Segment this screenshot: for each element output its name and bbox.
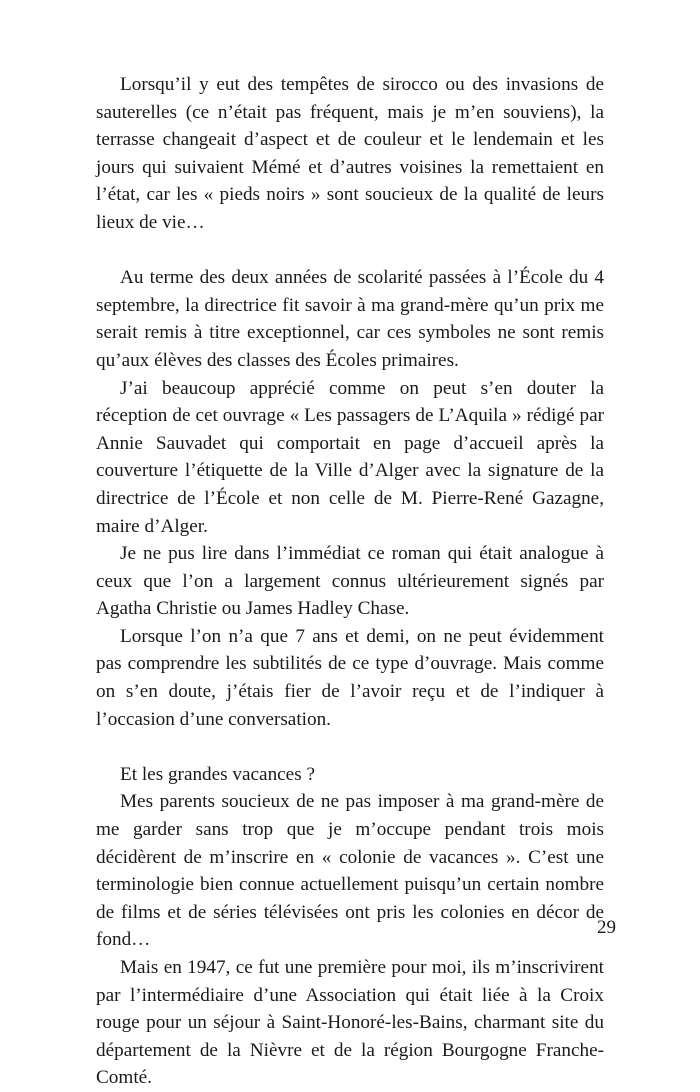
paragraph-school-prize: Au terme des deux années de scolarité passées à l’École du 4 septembre, la directrice fit savoir à ma grand-mère qu’un prix me serait remis à titre exceptionnel, car ces symboles ne sont remis qu’aux élèves des classes des Écoles primaires. (96, 267, 604, 371)
paragraph-sirocco: Lorsqu’il y eut des tempêtes de sirocco ou des invasions de sauterelles (ce n’était pas fréquent, mais je m’en souviens), la terrasse changeait d’aspect et de couleur et le lendemain et les jours qui suivaient Mémé et d’autres voisines la remettaient en l’état, car les « pieds noirs » sont soucieux de la qualité de leurs lieux de vie… (96, 74, 604, 233)
paragraph-holidays-question: Et les grandes vacances ? (120, 763, 315, 785)
body-text (96, 71, 604, 1092)
paragraph-age: Lorsque l’on n’a que 7 ans et demi, on ne peut évidemment pas comprendre les subtilités de ce type d’ouvrage. Mais comme on s’en doute, j’étais fier de l’avoir reçu et de l’indiquer à l’occasion d’une conversation. (96, 625, 604, 730)
section-break (96, 237, 604, 265)
page-number: 29 (597, 917, 616, 938)
section-break (96, 733, 604, 761)
paragraph-colonie: Mes parents soucieux de ne pas imposer à ma grand-mère de me garder sans trop que je m’occupe pendant trois mois décidèrent de m’inscrire en « colonie de vacances ». C’est une terminologie bien connue actuellement puisqu’un certain nombre de films et de séries télévisées ont pris les colonies en décor de fond… (96, 791, 604, 951)
paragraph-novel: Je ne pus lire dans l’immédiat ce roman qui était analogue à ceux que l’on a largement connus ultérieurement signés par Agatha Christie ou James Hadley Chase. (96, 543, 604, 620)
paragraph-1947: Mais en 1947, ce fut une première pour moi, ils m’inscrivirent par l’intermédiaire d’une Association qui était liée à la Croix rouge pour un séjour à Saint-Honoré-les-Bains, charmant site du département de la Nièvre et de la région Bourgogne Franche-Comté. (96, 957, 604, 1089)
paragraph-book-reception: J’ai beaucoup apprécié comme on peut s’en douter la réception de cet ouvrage « Les passagers de L’Aquila » rédigé par Annie Sauvadet qui comportait en page d’accueil après la couverture l’étiquette de la Ville d’Alger avec la signature de la directrice de l’École et non celle de M. Pierre-René Gazagne, maire d’Alger. (96, 377, 604, 537)
